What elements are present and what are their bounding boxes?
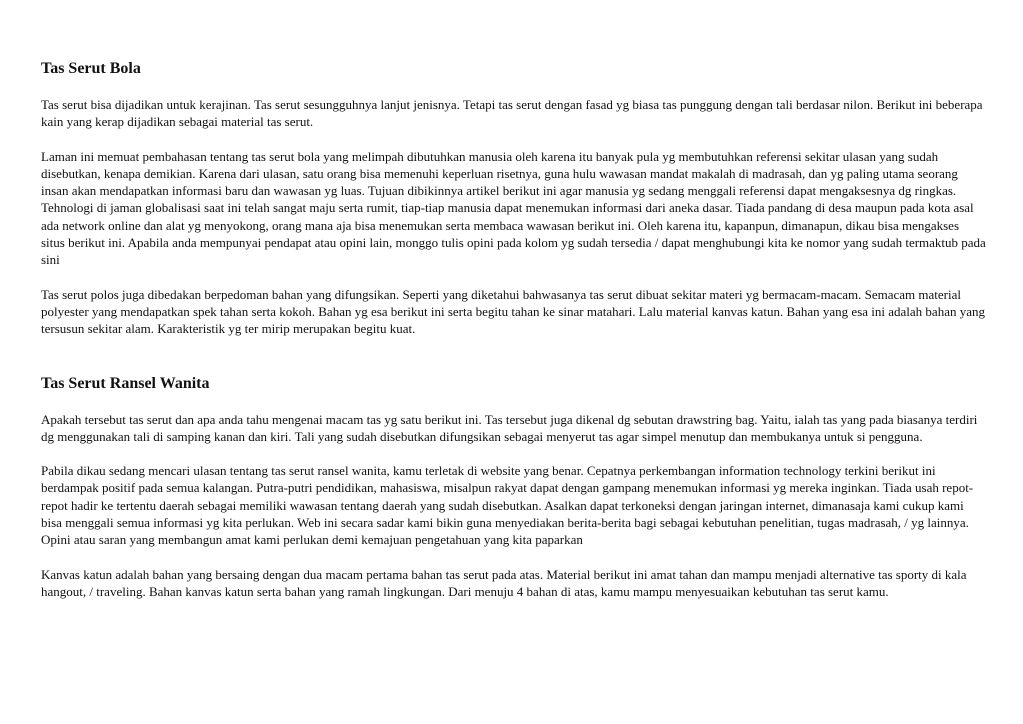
paragraph: Tas serut polos juga dibedakan berpedoman bahan yang difungsikan. Seperti yang diketahui bahwasanya tas serut dibuat sekitar materi yg bermacam-macam. Semacam material polyester yang mendapatkan spek tahan serta kokoh. Bahan yg esa berikut ini serta begitu tahan ke sinar matahari. Lalu material kanvas katun. Bahan yang esa ini adalah bahan yang tersusun sekitar alam. Karakteristik yg ter mirip merupakan begitu kuat.	[41, 286, 985, 337]
paragraph: Apakah tersebut tas serut dan apa anda tahu mengenai macam tas yg satu berikut ini. Tas tersebut juga dikenal dg sebutan drawstring bag. Yaitu, ialah tas yang pada biasanya terdiri dg menggunakan tali di samping kanan dan kiri. Tali yang sudah disebutkan difungsikan sebagai menyerut tas agar simpel menutup dan membukanya untuk si pengguna.	[41, 411, 978, 444]
section-heading: Tas Serut Bola	[41, 60, 141, 77]
paragraph: Kanvas katun adalah bahan yang bersaing dengan dua macam pertama bahan tas serut pada atas. Material berikut ini amat tahan dan mampu menjadi alternative tas sporty di kala hangout, / traveling. Bahan kanvas katun serta bahan yang ramah lingkungan. Dari menuju 4 bahan di atas, kamu mampu menyesuaikan kebutuhan tas serut kamu.	[41, 566, 967, 599]
section-tas-serut-bola	[41, 58, 986, 338]
paragraph: Pabila dikau sedang mencari ulasan tentang tas serut ransel wanita, kamu terletak di website yang benar. Cepatnya perkembangan information technology terkini berikut ini berdampak positif pada semua kalangan. Putra-putri pendidikan, mahasiswa, misalpun rakyat dapat dengan gampang menemukan informasi yg mereka inginkan. Tiada usah repot-repot hadir ke tertentu daerah sebagai memiliki wawasan tentang daerah yang sudah disebutkan. Asalkan dapat terkoneksi dengan jaringan internet, dimanasaja kami cukup kami bisa menggali semua informasi yg kita perlukan. Web ini secara sadar kami bikin guna menyediakan berita-berita bagi sebagai kebutuhan penelitian, tugas madrasah, / yg lainnya. Opini atau saran yang membangun amat kami perlukan demi kemajuan pengetahuan yang kita paparkan	[41, 463, 974, 548]
section-heading: Tas Serut Ransel Wanita	[41, 374, 210, 392]
paragraph: Laman ini memuat pembahasan tentang tas serut bola yang melimpah dibutuhkan manusia oleh karena itu banyak pula yg membutuhkan referensi sekitar ulasan yang sudah disebutkan, kenapa demikian. Karena dari ulasan, satu orang bisa memenuhi keperluan risetnya, guna hulu wawasan mandat makalah di madrasah, dan yg paling utama seorang insan akan mendapatkan informasi baru dan wawasan yg luas. Tujuan dibikinnya artikel berikut ini agar manusia yg sedang menggali referensi dapat mengaksesnya dg ringkas. Tehnologi di jaman globalisasi saat ini telah sangat maju serta rumit, tiap-tiap manusia dapat menemukan informasi dari aneka dasar. Tiada pandang di desa maupun pada kota asal ada network online dan alat yg menyokong, orang mana aja bisa menemukan serta membaca wawasan berikut ini. Oleh karena itu, kapanpun, dimanapun, dikau bisa mengakses situs berikut ini. Apabila anda mempunyai pendapat atau opini lain, monggo tulis opini pada kolom yg sudah tersedia / dapat menghubungi kita ke nomor yang sudah termaktub pada sini	[41, 148, 986, 268]
document-page	[41, 58, 986, 600]
paragraph: Tas serut bisa dijadikan untuk kerajinan. Tas serut sesungguhnya lanjut jenisnya. Tetapi tas serut dengan fasad yg biasa tas punggung dengan tali berdasar nilon. Berikut ini beberapa kain yang kerap dijadikan sebagai material tas serut.	[41, 97, 983, 130]
section-tas-serut-ransel-wanita	[41, 373, 986, 601]
